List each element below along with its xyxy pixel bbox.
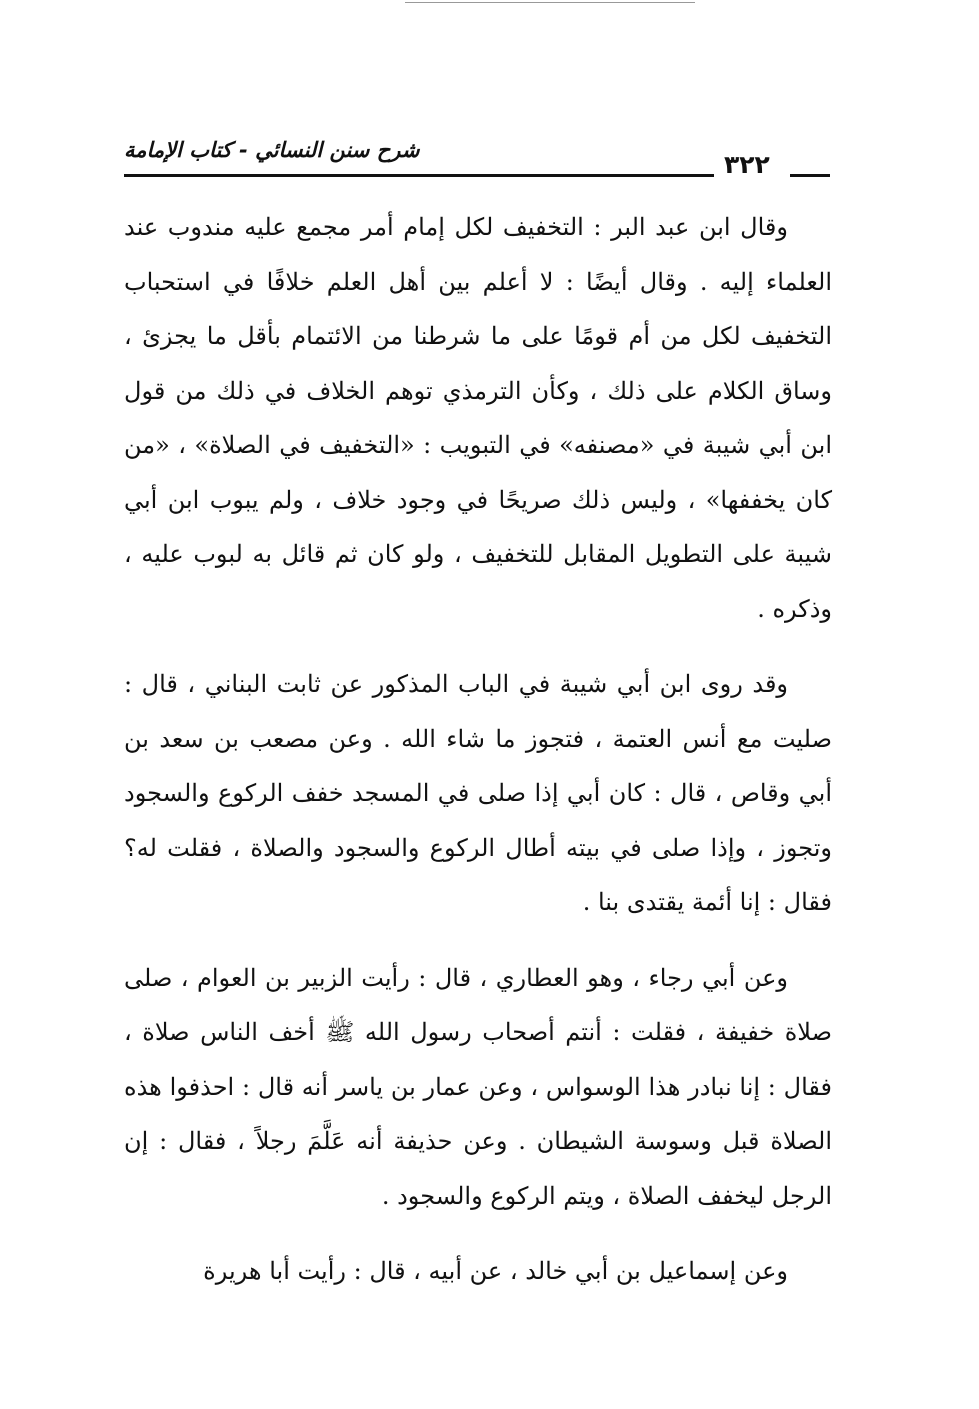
paragraph-ibn-abi-shaybah: وقد روى ابن أبي شيبة في الباب المذكور عن ثابت البناني ، قال : صليت مع أنس العتمة ، فتجوز ما شاء الله . وعن مصعب بن سعد بن أبي وقاص ، قال : كان أبي إذا صلى في المسجد خفف الركوع والسجود وتجوز ، وإذا صلى في بيته أطال الركوع والسجود والصلاة ، فقلت له؟ فقال : إنا أئمة يقتدى بنا . xyxy=(124,670,832,916)
top-edge-mark xyxy=(405,2,695,3)
paragraph-ibn-abd-al-barr: وقال ابن عبد البر : التخفيف لكل إمام أمر مجمع عليه مندوب عند العلماء إليه . وقال أيضًا : لا أعلم بين أهل العلم خلافًا في استحباب التخفيف لكل من أم قومًا على ما شرطنا من الائتمام بأقل ما يجزئ ، وساق الكلام على ذلك ، وكأن الترمذي توهم الخلاف في ذلك من قول ابن أبي شيبة في «مصنفه» في التبويب : «التخفيف في الصلاة» ، «من كان يخففها» ، وليس ذلك صريحًا في وجود خلاف ، ولم يبوب ابن أبي شيبة على التطويل المقابل للتخفيف ، ولو كان ثم قائل به لبوب عليه ، وذكره . xyxy=(124,213,832,623)
page-body xyxy=(124,200,832,1320)
paragraph-abu-raja: وعن أبي رجاء ، وهو العطاري ، قال : رأيت الزبير بن العوام ، صلى صلاة خفيفة ، فقلت : أنتم أصحاب رسول الله ﷺ أخف الناس صلاة ، فقال : إنا نبادر هذا الوسواس ، وعن عمار بن ياسر أنه قال : احذفوا هذه الصلاة قبل وسوسة الشيطان . وعن حذيفة أنه عَلَّمَ رجلاً ، فقال : إن الرجل ليخفف الصلاة ، ويتم الركوع والسجود . xyxy=(124,963,832,1210)
running-title: شرح سنن النسائي - كتاب الإمامة xyxy=(124,138,420,162)
page-number: ٣٢٢ xyxy=(724,150,770,179)
page-header xyxy=(124,132,830,188)
header-rule-short xyxy=(790,174,830,177)
paragraph-ismail: وعن إسماعيل بن أبي خالد ، عن أبيه ، قال : رأيت أبا هريرة xyxy=(203,1257,788,1285)
header-rule xyxy=(124,174,714,177)
